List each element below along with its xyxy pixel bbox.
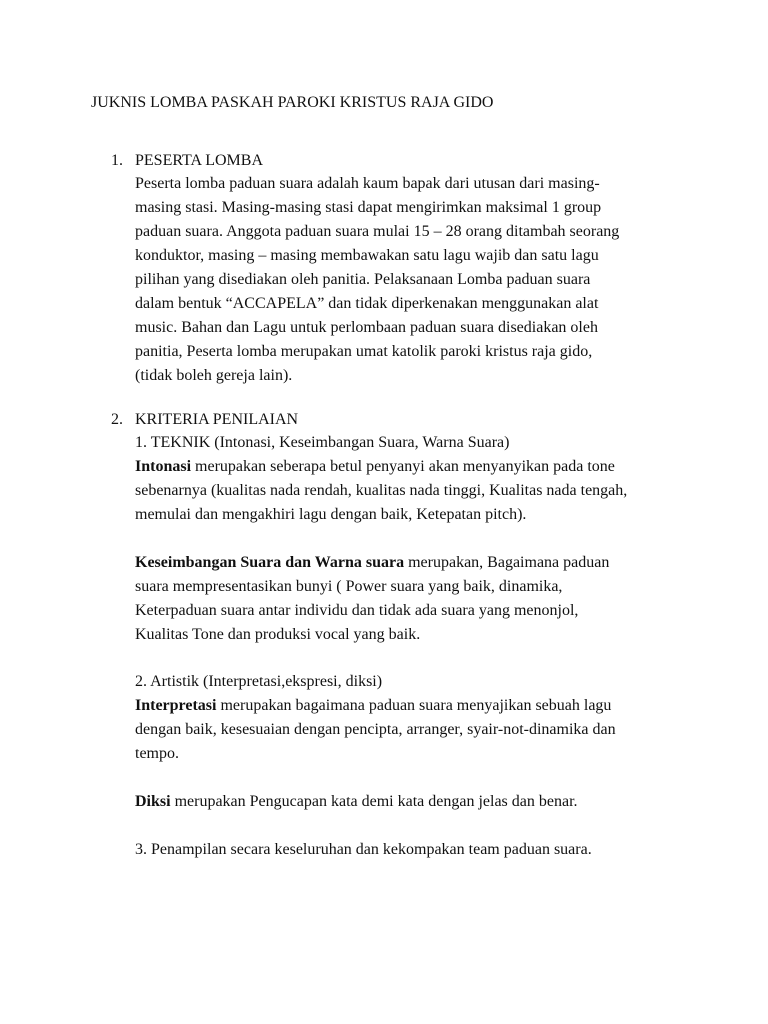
- interpretasi-term: Interpretasi: [135, 697, 217, 714]
- paragraph-line: pilihan yang disediakan oleh panitia. Pelaksanaan Lomba paduan suara: [135, 271, 591, 288]
- teknik-block: [135, 431, 695, 527]
- artistik-block: [135, 670, 695, 766]
- keseimbangan-block: [135, 551, 695, 647]
- paragraph-line: konduktor, masing – masing membawakan satu lagu wajib dan satu lagu: [135, 247, 599, 264]
- diksi-block: [135, 790, 695, 814]
- keseimbangan-term: Keseimbangan Suara dan Warna suara: [135, 554, 405, 571]
- intonasi-line-3: memulai dan mengakhiri lagu dengan baik, Ketepatan pitch).: [135, 506, 527, 523]
- diksi-text: merupakan Pengucapan kata demi kata dengan jelas dan benar.: [170, 793, 578, 810]
- keseimbangan-line-1: [135, 551, 695, 575]
- artistik-heading: 2. Artistik (Interpretasi,ekspresi, diksi): [135, 673, 383, 690]
- interpretasi-line-3: tempo.: [135, 745, 179, 762]
- section-1-heading: [111, 151, 263, 171]
- section-2-number: 2.: [111, 411, 123, 428]
- paragraph-line: (tidak boleh gereja lain).: [135, 367, 293, 384]
- interpretasi-text: merupakan bagaimana paduan suara menyajikan sebuah lagu: [216, 697, 612, 714]
- penampilan-block: [135, 838, 695, 862]
- penampilan-line: 3. Penampilan secara keseluruhan dan kekompakan team paduan suara.: [135, 841, 592, 858]
- paragraph-line: paduan suara. Anggota paduan suara mulai 15 – 28 orang ditambah seorang: [135, 223, 620, 240]
- paragraph-line: music. Bahan dan Lagu untuk perlombaan paduan suara disediakan oleh: [135, 319, 598, 336]
- paragraph-line: dalam bentuk “ACCAPELA” dan tidak diperkenakan menggunakan alat: [135, 295, 599, 312]
- keseimbangan-line-3: Keterpaduan suara antar individu dan tidak ada suara yang menonjol,: [135, 602, 579, 619]
- intonasi-term: Intonasi: [135, 458, 192, 475]
- diksi-term: Diksi: [135, 793, 171, 810]
- keseimbangan-text: merupakan, Bagaimana paduan: [404, 554, 610, 571]
- paragraph-line: masing stasi. Masing-masing stasi dapat mengirimkan maksimal 1 group: [135, 199, 602, 216]
- intonasi-line-1: [135, 455, 695, 479]
- paragraph-line: panitia, Peserta lomba merupakan umat katolik paroki kristus raja gido,: [135, 343, 593, 360]
- document-title: JUKNIS LOMBA PASKAH PAROKI KRISTUS RAJA GIDO: [91, 94, 494, 111]
- keseimbangan-line-2: suara mempresentasikan bunyi ( Power suara yang baik, dinamika,: [135, 578, 563, 595]
- section-1-title: PESERTA LOMBA: [135, 152, 263, 169]
- section-2-title: KRITERIA PENILAIAN: [135, 411, 299, 428]
- interpretasi-line-1: [135, 694, 695, 718]
- interpretasi-line-2: dengan baik, kesesuaian dengan pencipta, arranger, syair-not-dinamika dan: [135, 721, 616, 738]
- diksi-line: [135, 790, 695, 814]
- keseimbangan-line-4: Kualitas Tone dan produksi vocal yang baik.: [135, 626, 421, 643]
- section-1-number: 1.: [111, 152, 123, 169]
- paragraph-line: Peserta lomba paduan suara adalah kaum bapak dari utusan dari masing-: [135, 175, 600, 192]
- section-1-paragraph: [135, 172, 695, 388]
- intonasi-line-2: sebenarnya (kualitas nada rendah, kualitas nada tinggi, Kualitas nada tengah,: [135, 482, 628, 499]
- section-2-heading: [111, 410, 298, 430]
- teknik-heading: 1. TEKNIK (Intonasi, Keseimbangan Suara, Warna Suara): [135, 434, 510, 451]
- intonasi-text: merupakan seberapa betul penyanyi akan menyanyikan pada tone: [191, 458, 615, 475]
